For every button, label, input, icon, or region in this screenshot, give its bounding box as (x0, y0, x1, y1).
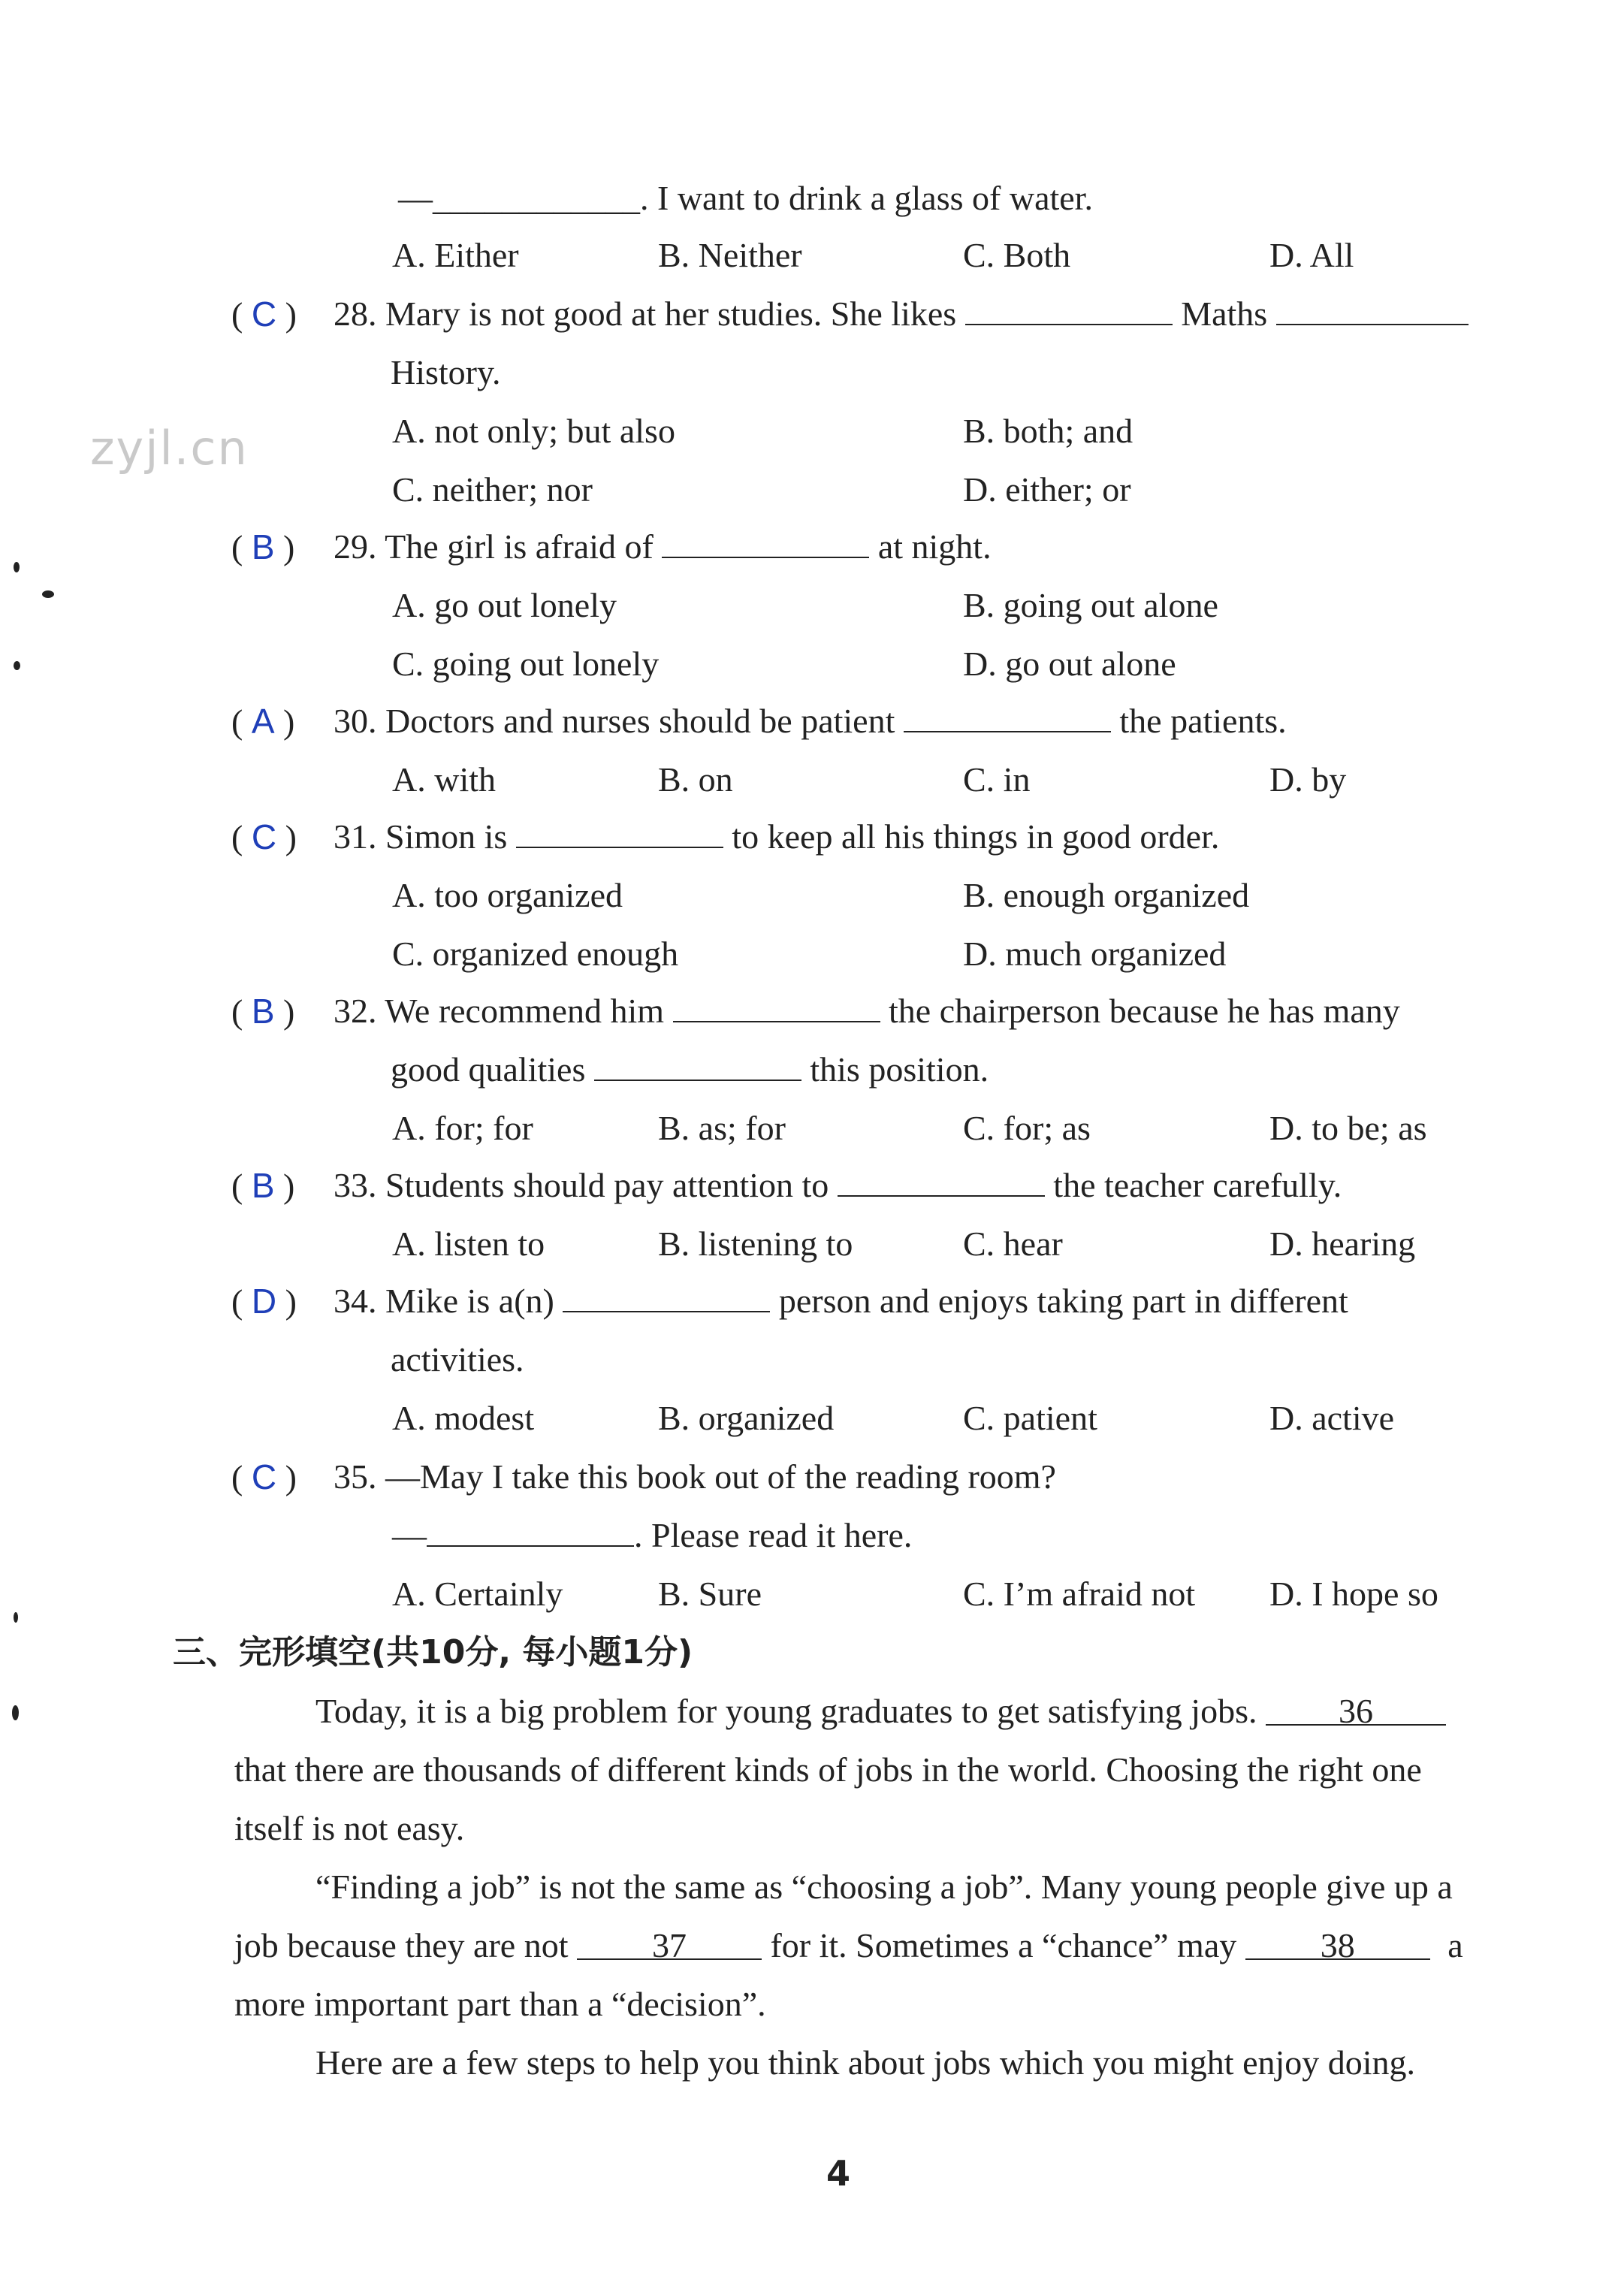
q35-text-b: . Please read it here. (634, 1516, 913, 1554)
q32-text-d: this position. (810, 1050, 989, 1089)
q35-option-d: D. I hope so (1269, 1575, 1438, 1613)
q35-answer-bracket: ( C ) (231, 1457, 297, 1496)
q30-option-c: C. in (963, 760, 1031, 799)
cloze-p1-line2: that there are thousands of different kinds of jobs in the world. Choosing the right one (234, 1750, 1422, 1789)
q31-text-a: Simon is (385, 817, 508, 856)
q35-blank (427, 1515, 634, 1547)
q33-text-a: Students should pay attention to (385, 1166, 829, 1204)
q34-line2: activities. (391, 1340, 524, 1379)
q28-answer-bracket: ( C ) (231, 294, 297, 334)
q35-line2 (392, 1514, 912, 1557)
q34-option-b: B. organized (658, 1399, 835, 1437)
q34-option-c: C. patient (963, 1399, 1097, 1437)
section-title: 三、完形填空(共10分, 每小题1分) (173, 1633, 693, 1671)
q28-option-a: A. not only; but also (392, 412, 675, 450)
q28-blank-2 (1276, 294, 1469, 325)
q32-blank-2 (594, 1049, 801, 1081)
cloze-p2-text-c: for it. Sometimes a “chance” may (770, 1926, 1237, 1964)
q28-option-b: B. both; and (963, 412, 1133, 450)
q28-text-b: Maths (1181, 294, 1268, 333)
q33-option-c: C. hear (963, 1225, 1063, 1263)
q34-answer: D (251, 1282, 277, 1321)
q32-text-c: good qualities (391, 1050, 586, 1089)
q35-option-c: C. I’m afraid not (963, 1575, 1196, 1613)
q28-line2: History. (391, 353, 501, 391)
cloze-blank-37: 37 (577, 1928, 762, 1960)
q33-answer: B (251, 1166, 275, 1205)
q29-text-b: at night. (877, 527, 992, 566)
cloze-p2-text-d: a (1447, 1926, 1463, 1964)
q29-number: 29. (334, 527, 377, 566)
q33-option-a: A. listen to (392, 1225, 545, 1263)
q33-option-d: D. hearing (1269, 1225, 1416, 1263)
q27-option-a: A. Either (392, 236, 519, 274)
q28-option-d: D. either; or (963, 470, 1131, 509)
q29-line1 (334, 526, 992, 568)
q31-option-a: A. too organized (392, 876, 623, 914)
scan-mark (14, 1612, 18, 1623)
q35-option-b: B. Sure (658, 1575, 762, 1613)
q32-text-b: the chairperson because he has many (889, 992, 1400, 1030)
q27-stem: —____________. I want to drink a glass of water. (398, 179, 1093, 217)
q34-text-a: Mike is a(n) (385, 1282, 554, 1320)
q30-blank (904, 701, 1111, 732)
scan-mark (14, 661, 20, 670)
q35-option-a: A. Certainly (392, 1575, 563, 1613)
q30-text-a: Doctors and nurses should be patient (385, 702, 895, 740)
q30-option-b: B. on (658, 760, 733, 799)
q29-option-c: C. going out lonely (392, 645, 660, 683)
q30-text-b: the patients. (1119, 702, 1287, 740)
q28-option-c: C. neither; nor (392, 470, 593, 509)
q29-answer-bracket: ( B ) (231, 527, 295, 566)
q28-line1 (334, 293, 1469, 335)
q30-answer-bracket: ( A ) (231, 702, 295, 741)
cloze-p3-line1: Here are a few steps to help you think about jobs which you might enjoy doing. (315, 2043, 1416, 2082)
q34-number: 34. (334, 1282, 377, 1320)
cloze-p2-text-b: job because they are not (234, 1926, 569, 1964)
q32-text-a: We recommend him (385, 992, 665, 1030)
q29-text-a: The girl is afraid of (385, 527, 654, 566)
q31-number: 31. (334, 817, 377, 856)
q33-answer-bracket: ( B ) (231, 1166, 295, 1205)
q30-number: 30. (334, 702, 377, 740)
q30-option-a: A. with (392, 760, 496, 799)
q31-answer: C (251, 817, 277, 856)
q27-option-d: D. All (1269, 236, 1354, 274)
scan-mark (12, 1705, 19, 1720)
cloze-p2-line2 (234, 1925, 1463, 1967)
q31-option-c: C. organized enough (392, 935, 679, 973)
scan-mark (42, 590, 54, 598)
q32-answer: B (251, 992, 275, 1031)
q32-answer-bracket: ( B ) (231, 992, 295, 1031)
q32-line2 (391, 1049, 989, 1091)
q29-option-d: D. go out alone (963, 645, 1176, 683)
q28-answer: C (251, 294, 277, 334)
q35-text-a: —May I take this book out of the reading room? (385, 1457, 1056, 1496)
q31-line1 (334, 816, 1219, 858)
q30-line1 (334, 700, 1287, 742)
q32-option-b: B. as; for (658, 1109, 786, 1147)
q34-text-b: person and enjoys taking part in different (778, 1282, 1348, 1320)
q30-answer: A (251, 702, 275, 741)
q35-dash: — (392, 1516, 427, 1554)
q31-answer-bracket: ( C ) (231, 817, 297, 856)
q32-blank-1 (673, 991, 880, 1022)
q34-line1 (334, 1280, 1348, 1322)
page-number: 4 (826, 2153, 851, 2194)
q31-blank (516, 817, 723, 848)
q29-option-a: A. go out lonely (392, 586, 617, 624)
scan-mark (14, 562, 20, 572)
cloze-p1-text-a: Today, it is a big problem for young graduates to get satisfying jobs. (315, 1692, 1257, 1730)
q32-option-c: C. for; as (963, 1109, 1091, 1147)
q29-blank (662, 527, 869, 558)
q29-answer: B (251, 527, 275, 566)
q32-option-a: A. for; for (392, 1109, 533, 1147)
cloze-p2-line1: “Finding a job” is not the same as “choosing a job”. Many young people give up a (315, 1868, 1453, 1906)
q35-number: 35. (334, 1457, 377, 1496)
q30-option-d: D. by (1269, 760, 1347, 799)
q31-option-b: B. enough organized (963, 876, 1250, 914)
q32-number: 32. (334, 992, 377, 1030)
cloze-blank-36: 36 (1266, 1694, 1446, 1726)
q34-option-d: D. active (1269, 1399, 1395, 1437)
cloze-p1-line1 (315, 1690, 1446, 1732)
q35-line1 (334, 1456, 1056, 1498)
q34-answer-bracket: ( D ) (231, 1282, 297, 1321)
q33-blank (838, 1165, 1045, 1197)
q28-text-a: Mary is not good at her studies. She likes (385, 294, 957, 333)
cloze-blank-38: 38 (1245, 1928, 1430, 1960)
q27-option-b: B. Neither (658, 236, 802, 274)
q32-option-d: D. to be; as (1269, 1109, 1427, 1147)
q28-number: 28. (334, 294, 377, 333)
q28-blank-1 (965, 294, 1173, 325)
cloze-p2-line3: more important part than a “decision”. (234, 1985, 766, 2023)
q34-blank (563, 1281, 770, 1312)
cloze-p1-line3: itself is not easy. (234, 1809, 465, 1847)
q31-option-d: D. much organized (963, 935, 1227, 973)
q35-answer: C (251, 1457, 277, 1496)
q27-option-c: C. Both (963, 236, 1071, 274)
watermark: zyjl.cn (90, 421, 249, 476)
q33-text-b: the teacher carefully. (1053, 1166, 1342, 1204)
q33-line1 (334, 1164, 1342, 1206)
q32-line1 (334, 990, 1400, 1032)
q29-option-b: B. going out alone (963, 586, 1218, 624)
q33-number: 33. (334, 1166, 377, 1204)
q34-option-a: A. modest (392, 1399, 535, 1437)
q31-text-b: to keep all his things in good order. (732, 817, 1220, 856)
q33-option-b: B. listening to (658, 1225, 853, 1263)
